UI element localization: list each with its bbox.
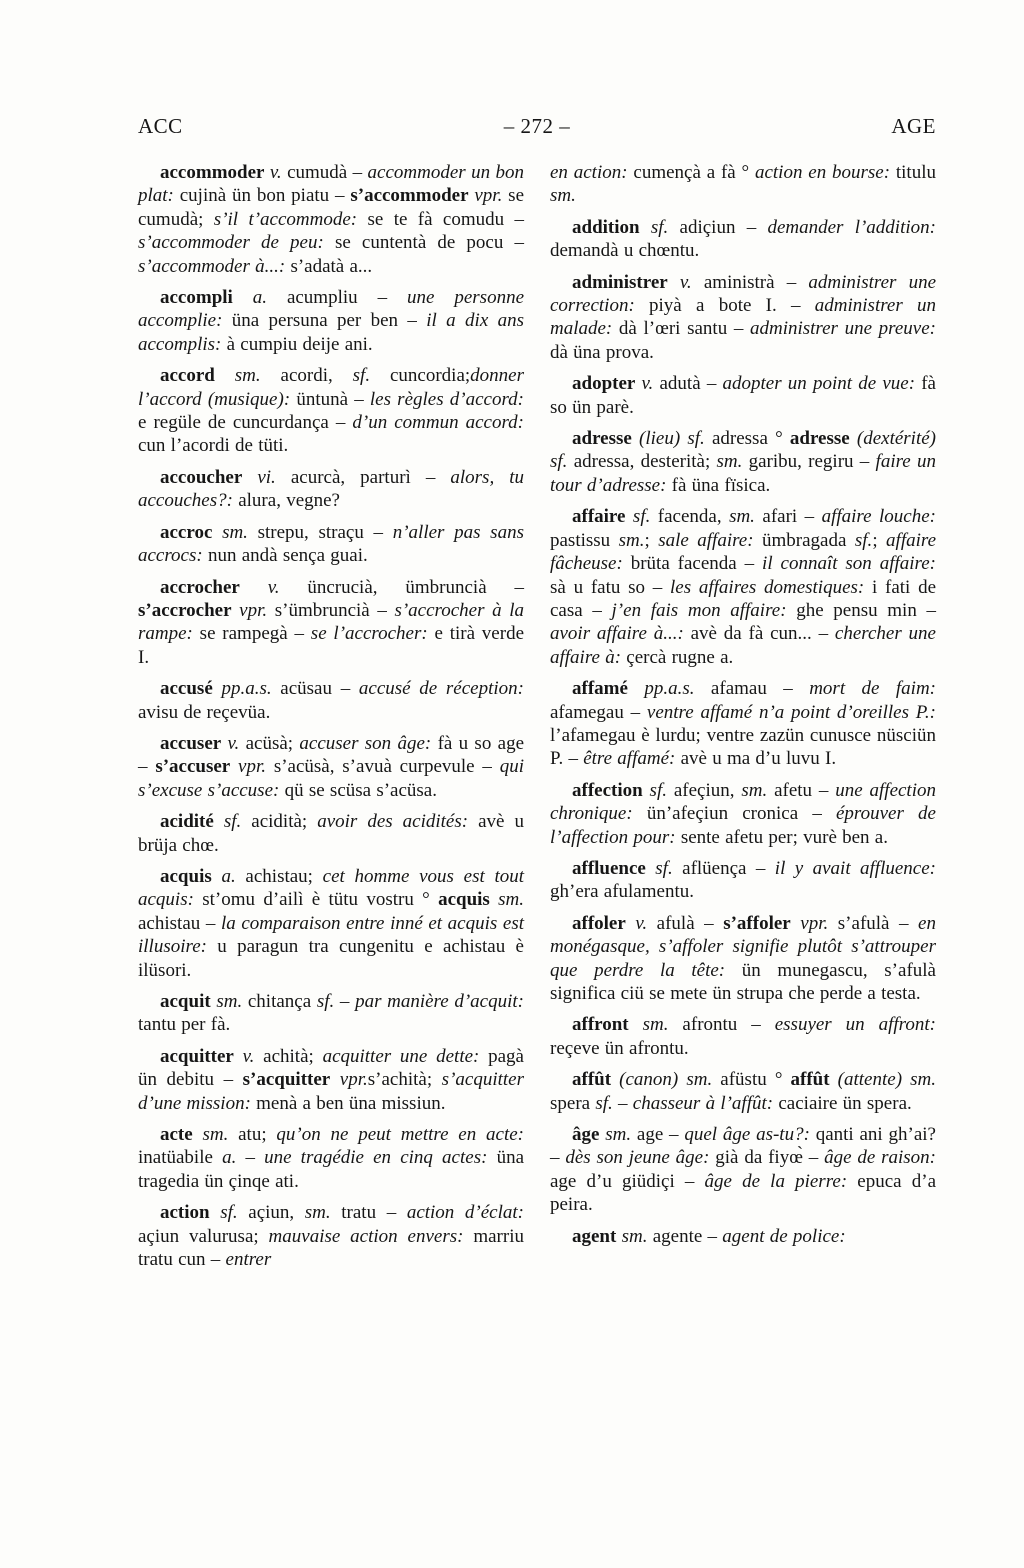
italic-text: être affamé: bbox=[583, 748, 681, 770]
italic-text: sf. bbox=[625, 506, 651, 528]
italic-text: mort de faim: bbox=[809, 678, 936, 700]
italic-text: v. bbox=[239, 576, 280, 598]
plain-text: acüsau – bbox=[271, 678, 359, 700]
headword: adresse bbox=[572, 428, 632, 450]
italic-text: sale affaire: bbox=[658, 529, 763, 551]
italic-text: agent de police: bbox=[722, 1225, 846, 1247]
plain-text: s’ümbruncià – bbox=[267, 599, 395, 621]
italic-text: cet homme vous est tout acquis: bbox=[138, 865, 525, 911]
italic-text: une affection chronique: bbox=[550, 779, 936, 825]
headword: affamé bbox=[572, 678, 628, 700]
plain-text: sà u fatu so – bbox=[550, 576, 671, 598]
dictionary-entry bbox=[550, 1013, 936, 1060]
plain-text: i fati de casa – bbox=[550, 576, 937, 621]
plain-text: marriu tratu cun – bbox=[138, 1225, 524, 1271]
dictionary-entry bbox=[550, 1123, 936, 1217]
plain-text: qanti ani gh’ai? – bbox=[550, 1124, 936, 1169]
italic-text: a. bbox=[211, 865, 236, 887]
headword: action bbox=[160, 1202, 210, 1224]
italic-text: faire un tour d’adresse: bbox=[550, 451, 936, 496]
italic-text: sf. bbox=[595, 1092, 613, 1114]
plain-text: cun l’acordi de tüti. bbox=[138, 435, 289, 457]
italic-text: accommoder un bon plat: bbox=[138, 162, 524, 207]
italic-text: les règles d’accord: bbox=[369, 388, 524, 410]
dictionary-entry bbox=[138, 521, 524, 568]
italic-text: il a dix ans accomplis: bbox=[138, 310, 524, 355]
dictionary-entry bbox=[138, 677, 524, 724]
italic-text: sf. bbox=[639, 216, 669, 238]
italic-text: sf. bbox=[645, 857, 673, 879]
dictionary-entry bbox=[138, 364, 524, 458]
plain-text: achistau; bbox=[235, 865, 323, 887]
headword: acquitter bbox=[160, 1045, 234, 1067]
plain-text: nun andà sença guai. bbox=[207, 545, 368, 567]
plain-text: avè u brüja chœ. bbox=[138, 811, 524, 856]
italic-text: n’aller pas sans accrocs: bbox=[138, 521, 524, 567]
headword: acidité bbox=[160, 811, 214, 833]
plain-text: facenda, bbox=[650, 506, 730, 528]
headword: adresse bbox=[789, 428, 850, 450]
italic-text: sm. bbox=[304, 1202, 331, 1224]
plain-text: üncrucià, ümbruncià – bbox=[279, 576, 525, 598]
plain-text: st’omu d’ailì è tütu vostru ° bbox=[202, 889, 439, 911]
plain-text: cuncordia; bbox=[370, 365, 471, 387]
plain-text: afeçiun, bbox=[666, 779, 742, 801]
plain-text: aministrà – bbox=[691, 271, 809, 293]
plain-text: titulu bbox=[895, 162, 936, 183]
dictionary-entry bbox=[138, 865, 524, 982]
headword: acquis bbox=[438, 889, 490, 911]
italic-text: les affaires domestiques: bbox=[670, 576, 872, 598]
plain-text: acordi, bbox=[260, 365, 353, 387]
italic-text: vpr. bbox=[790, 912, 829, 934]
italic-text: vpr. bbox=[330, 1069, 368, 1091]
headword: accord bbox=[160, 365, 215, 387]
italic-text: s’accrocher à la rampe: bbox=[138, 599, 524, 645]
plain-text: afrontu – bbox=[668, 1014, 775, 1036]
dictionary-entry bbox=[138, 286, 524, 356]
headword: affaire bbox=[572, 506, 626, 528]
dictionary-entry bbox=[550, 1068, 936, 1115]
headword: agent bbox=[572, 1225, 617, 1247]
plain-text: strepu, straçu – bbox=[247, 521, 393, 543]
italic-text: âge de la pierre: bbox=[704, 1170, 858, 1192]
italic-text: accuser son âge: bbox=[299, 732, 438, 754]
dictionary-entry bbox=[550, 505, 936, 669]
plain-text: açiun, bbox=[237, 1202, 305, 1224]
plain-text: s’achità; bbox=[367, 1069, 442, 1091]
italic-text: s’il t’accommode: bbox=[213, 208, 368, 230]
italic-text: essuyer un affront: bbox=[774, 1014, 936, 1036]
headword: s’accuser bbox=[155, 756, 231, 778]
italic-text: v. bbox=[625, 912, 648, 934]
text-columns bbox=[138, 161, 936, 1279]
headword: affluence bbox=[572, 857, 646, 879]
plain-text: s’acüsà, s’avuà curpevule – bbox=[266, 756, 500, 778]
headword: affection bbox=[572, 779, 643, 801]
italic-text: demander l’addition: bbox=[767, 216, 936, 238]
dictionary-entry bbox=[550, 912, 936, 1006]
italic-text: sm. bbox=[716, 451, 743, 473]
dictionary-entry bbox=[138, 732, 524, 802]
dictionary-entry bbox=[550, 779, 936, 849]
italic-text: en action: bbox=[550, 162, 634, 183]
italic-text: affaire louche: bbox=[821, 506, 936, 528]
page-number: – 272 – bbox=[503, 114, 571, 138]
plain-text: s’afulà – bbox=[828, 912, 919, 934]
italic-text: donner l’accord (musique): bbox=[138, 365, 524, 410]
headword: accusé bbox=[160, 678, 213, 700]
headword: s’acquitter bbox=[242, 1069, 331, 1091]
italic-text: mauvaise action envers: bbox=[268, 1225, 474, 1247]
italic-text: sm. bbox=[192, 1124, 229, 1146]
plain-text: se rampegà – bbox=[199, 623, 311, 645]
italic-text: quel âge as-tu?: bbox=[684, 1124, 816, 1146]
plain-text: alura, vegne? bbox=[238, 490, 340, 512]
plain-text: cumençà a fà ° bbox=[633, 162, 755, 183]
plain-text: pastissu bbox=[550, 529, 619, 551]
plain-text: chitança bbox=[242, 991, 317, 1012]
plain-text: fà so ün parè. bbox=[550, 373, 936, 418]
headword: accrocher bbox=[160, 576, 240, 598]
plain-text: e tirà verde I. bbox=[138, 623, 524, 668]
plain-text: pagà ün debitu – bbox=[138, 1045, 524, 1091]
italic-text: sm. bbox=[741, 779, 768, 801]
italic-text: affaire fâcheuse: bbox=[550, 529, 937, 575]
italic-text: s’acquitter d’une mission: bbox=[138, 1069, 524, 1114]
italic-text: administrer une preuve: bbox=[749, 318, 936, 340]
plain-text: e regüle de cuncurdança – bbox=[138, 412, 353, 434]
dictionary-entry bbox=[138, 466, 524, 513]
italic-text: pp.a.s. bbox=[212, 678, 272, 700]
plain-text: epuca d’a peira. bbox=[550, 1170, 936, 1216]
headword: affût bbox=[790, 1069, 830, 1091]
italic-text: vpr. bbox=[230, 756, 267, 778]
dictionary-entry bbox=[550, 427, 936, 497]
headword: acte bbox=[160, 1124, 193, 1146]
plain-text: avisu de reçevüa. bbox=[138, 701, 271, 723]
italic-text: s’accommoder de peu: bbox=[138, 232, 335, 254]
dictionary-entry bbox=[550, 1225, 936, 1248]
headword: accoucher bbox=[160, 466, 243, 488]
italic-text: chercher une affaire à: bbox=[550, 623, 936, 668]
plain-text: – bbox=[334, 991, 356, 1012]
plain-text: reçeve ün afrontu. bbox=[550, 1037, 689, 1059]
plain-text: già da fiyœ̀ – bbox=[715, 1147, 825, 1169]
plain-text: afüstu ° bbox=[712, 1069, 791, 1091]
italic-text: sm. bbox=[214, 365, 261, 387]
italic-text: action en bourse: bbox=[754, 162, 896, 183]
left-column bbox=[138, 161, 524, 1279]
plain-text: adutà – bbox=[653, 373, 723, 395]
headword: addition bbox=[572, 216, 640, 238]
plain-text: tratu – bbox=[330, 1202, 407, 1224]
italic-text: v. bbox=[264, 162, 282, 183]
italic-text: par manière d’acquit: bbox=[355, 991, 524, 1012]
plain-text: l’afamegau è lurdu; ventre zazün cunusce nüsciün P. – bbox=[550, 724, 936, 770]
plain-text: sente afetu per; vurè ben a. bbox=[680, 826, 888, 848]
plain-text: – bbox=[612, 1092, 633, 1114]
italic-text: en monégasque, s’affoler signifie plutôt s’attrouper que perdre la tête: bbox=[550, 912, 936, 981]
plain-text: çercà rugne a. bbox=[626, 646, 734, 668]
plain-text: menà a ben üna missiun. bbox=[256, 1092, 446, 1114]
plain-text: tantu per fà. bbox=[138, 1014, 231, 1036]
plain-text: cujinà ün bon piatu – bbox=[179, 185, 351, 207]
italic-text: une personne accomplie: bbox=[138, 287, 525, 332]
plain-text: se cuntentà de pocu – bbox=[334, 232, 524, 254]
header-right-guide-word: AGE bbox=[891, 114, 936, 138]
plain-text: piyà a bote I. – bbox=[649, 295, 815, 317]
italic-text: a. bbox=[222, 1147, 237, 1169]
italic-text: sf. bbox=[209, 1202, 238, 1224]
italic-text: sm. bbox=[599, 1124, 632, 1146]
plain-text: se cumudà; bbox=[138, 185, 525, 230]
italic-text: une tragédie en cinq actes: bbox=[264, 1147, 497, 1169]
plain-text: fà u so age – bbox=[138, 732, 524, 778]
plain-text: age d’u giüdiçi – bbox=[550, 1170, 705, 1192]
headword: s’accommoder bbox=[350, 185, 469, 207]
plain-text: acurcà, parturì – bbox=[275, 466, 451, 488]
headword: affût bbox=[572, 1069, 612, 1091]
headword: âge bbox=[572, 1124, 600, 1146]
italic-text: sm. bbox=[618, 529, 645, 551]
dictionary-entry bbox=[138, 576, 524, 670]
plain-text: fà üna fïsica. bbox=[671, 474, 771, 496]
dictionary-entry bbox=[550, 857, 936, 904]
headword: administrer bbox=[572, 271, 668, 293]
plain-text: caciaire ün spera. bbox=[778, 1092, 912, 1114]
plain-text: garibu, regiru – bbox=[742, 451, 876, 473]
italic-text: sf. bbox=[352, 365, 371, 387]
header-left-guide-word: ACC bbox=[138, 114, 183, 138]
dictionary-entry bbox=[138, 161, 524, 278]
plain-text: üntunà – bbox=[296, 388, 370, 410]
dictionary-entry bbox=[138, 1123, 524, 1193]
italic-text: administrer une correction: bbox=[550, 271, 937, 317]
italic-text: sf. bbox=[213, 811, 242, 833]
italic-text: (canon) sm. bbox=[611, 1069, 713, 1091]
italic-text: administrer un malade: bbox=[550, 295, 936, 340]
italic-text: sm. bbox=[210, 991, 243, 1012]
dictionary-entry bbox=[550, 271, 936, 365]
plain-text: avè u ma d’u luvu I. bbox=[680, 748, 837, 770]
plain-text: afetu – bbox=[767, 779, 836, 801]
italic-text: avoir des acidités: bbox=[317, 811, 479, 833]
italic-text: éprouver de l’affection pour: bbox=[550, 803, 936, 848]
plain-text: acüsà; bbox=[239, 732, 300, 754]
italic-text: sm. bbox=[616, 1225, 648, 1247]
italic-text: (lieu) sf. bbox=[631, 428, 705, 450]
italic-text: v. bbox=[635, 373, 654, 395]
italic-text: sm. bbox=[550, 185, 576, 207]
italic-text: a. bbox=[232, 287, 268, 309]
italic-text: j’en fais mon affaire: bbox=[611, 599, 797, 621]
dictionary-entry bbox=[550, 161, 936, 208]
italic-text: entrer bbox=[225, 1249, 272, 1271]
italic-text: alors, tu accouches?: bbox=[138, 466, 524, 512]
plain-text: age – bbox=[631, 1124, 685, 1146]
plain-text: agente – bbox=[647, 1225, 723, 1247]
plain-text: ; bbox=[644, 529, 659, 551]
italic-text: v. bbox=[221, 732, 240, 754]
plain-text: dà üna prova. bbox=[550, 341, 654, 363]
plain-text: acidità; bbox=[241, 811, 318, 833]
italic-text: chasseur à l’affût: bbox=[632, 1092, 779, 1114]
running-head bbox=[138, 114, 936, 139]
plain-text: ghe pensu min – bbox=[796, 599, 936, 621]
dictionary-entry bbox=[550, 216, 936, 263]
plain-text: demandà u chœntu. bbox=[550, 240, 700, 262]
headword: adopter bbox=[572, 373, 636, 395]
headword: accommoder bbox=[160, 162, 265, 183]
plain-text: achità; bbox=[254, 1045, 323, 1067]
plain-text: à cumpiu deije ani. bbox=[226, 333, 373, 355]
italic-text: il connaît son affaire: bbox=[762, 553, 936, 575]
headword: accroc bbox=[160, 521, 213, 543]
italic-text: sf. bbox=[642, 779, 667, 801]
italic-text: âge de raison: bbox=[824, 1147, 936, 1169]
plain-text: gh’era afulamentu. bbox=[550, 881, 694, 903]
plain-text: üna tragedia ün çinqe ati. bbox=[138, 1147, 524, 1192]
headword: s’affoler bbox=[723, 912, 791, 934]
italic-text: acquitter une dette: bbox=[322, 1045, 489, 1067]
dictionary-entry bbox=[138, 1045, 524, 1115]
italic-text: avoir affaire à...: bbox=[550, 623, 691, 645]
plain-text: s’adatà a... bbox=[290, 255, 373, 277]
plain-text: achistau – bbox=[138, 912, 221, 934]
plain-text: inatüabile bbox=[138, 1147, 223, 1169]
italic-text: sf. bbox=[316, 991, 335, 1012]
right-column bbox=[550, 161, 936, 1279]
plain-text: afamau – bbox=[694, 678, 810, 700]
headword: acquis bbox=[160, 865, 212, 887]
italic-text: v. bbox=[667, 271, 692, 293]
plain-text: adressa, desterità; bbox=[567, 451, 717, 473]
headword: affront bbox=[572, 1014, 629, 1036]
italic-text: ventre affamé n’a point d’oreilles P.: bbox=[646, 701, 937, 723]
headword: affoler bbox=[572, 912, 626, 934]
italic-text: la comparaison entre inné et acquis est illusoire: bbox=[138, 912, 524, 958]
italic-text: se l’accrocher: bbox=[310, 623, 435, 645]
headword: accuser bbox=[160, 732, 222, 754]
italic-text: accusé de réception: bbox=[358, 678, 524, 700]
italic-text: sm. bbox=[729, 506, 755, 528]
plain-text: açiun valurusa; bbox=[138, 1225, 269, 1247]
italic-text: il y avait affluence: bbox=[774, 857, 936, 879]
plain-text: adressa ° bbox=[704, 428, 790, 450]
italic-text: v. bbox=[233, 1045, 255, 1067]
plain-text: ümbragada bbox=[762, 529, 855, 551]
plain-text: acumpliu – bbox=[267, 287, 407, 309]
plain-text: üna persuna per ben – bbox=[231, 310, 427, 332]
italic-text: s’accommoder à...: bbox=[138, 255, 291, 277]
italic-text: qu’on ne peut mettre en acte: bbox=[276, 1124, 524, 1146]
plain-text: brüta facenda – bbox=[630, 553, 763, 575]
italic-text: vpr. bbox=[231, 599, 268, 621]
italic-text: adopter un point de vue: bbox=[722, 373, 922, 395]
italic-text: (attente) sm. bbox=[829, 1069, 936, 1091]
italic-text: (dextérité) sf. bbox=[550, 428, 936, 473]
italic-text: sm. bbox=[489, 889, 525, 911]
plain-text: ; bbox=[872, 529, 887, 551]
italic-text: sm. bbox=[628, 1014, 669, 1036]
plain-text: ün munegascu, s’afulà significa ciü se mete ün strupa che perde a testa. bbox=[550, 959, 936, 1004]
plain-text: adiçiun – bbox=[668, 216, 768, 238]
italic-text: vi. bbox=[242, 466, 276, 488]
plain-text: spera bbox=[550, 1092, 596, 1114]
italic-text: sf. bbox=[854, 529, 873, 551]
italic-text: pp.a.s. bbox=[627, 678, 695, 700]
headword: acquit bbox=[160, 991, 211, 1012]
plain-text: cumudà – bbox=[281, 162, 368, 183]
plain-text: se te fà comudu – bbox=[367, 208, 524, 230]
italic-text: d’un commun accord: bbox=[352, 412, 524, 434]
italic-text: sm. bbox=[212, 521, 248, 543]
dictionary-entry bbox=[550, 372, 936, 419]
dictionary-entry bbox=[138, 1201, 524, 1271]
plain-text: u paragun tra cungenitu e achistau è ilüsori. bbox=[138, 936, 524, 981]
dictionary-entry bbox=[138, 810, 524, 857]
plain-text: afari – bbox=[754, 506, 822, 528]
headword: s’accrocher bbox=[138, 599, 232, 621]
italic-text: dès son jeune âge: bbox=[565, 1147, 716, 1169]
plain-text: dà l’œri santu – bbox=[618, 318, 750, 340]
plain-text: ün’afeçiun cronica – bbox=[646, 803, 836, 825]
italic-text: action d’éclat: bbox=[406, 1202, 524, 1224]
plain-text: afamegau – bbox=[550, 701, 647, 723]
headword: accompli bbox=[160, 287, 233, 309]
italic-text: vpr. bbox=[468, 185, 503, 207]
dictionary-entry bbox=[550, 677, 936, 771]
plain-text: – bbox=[236, 1147, 265, 1169]
plain-text: atu; bbox=[228, 1124, 277, 1146]
plain-text: aflüença – bbox=[672, 857, 775, 879]
italic-text: qui s’excuse s’accuse: bbox=[138, 756, 524, 801]
plain-text: afulà – bbox=[647, 912, 724, 934]
dictionary-entry bbox=[138, 990, 524, 1037]
plain-text: qü se scüsa s’acüsa. bbox=[284, 779, 437, 801]
plain-text: avè da fà cun... – bbox=[690, 623, 835, 645]
